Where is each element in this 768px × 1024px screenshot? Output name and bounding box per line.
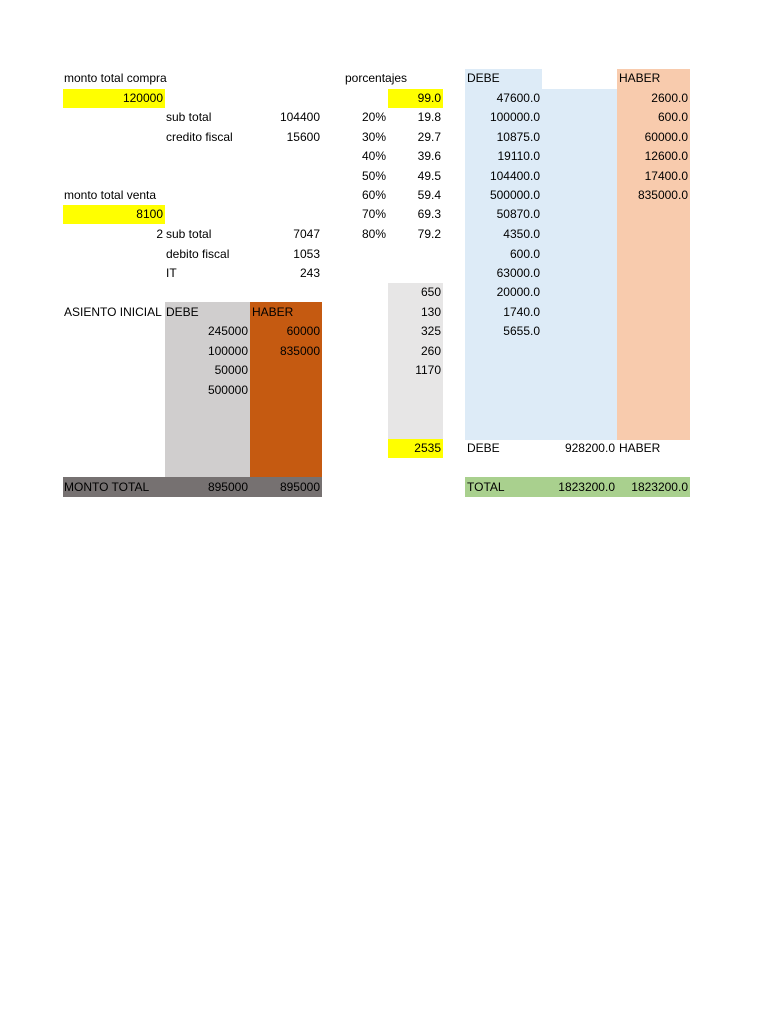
ledger-haber-cell[interactable]: 600.0 (657, 110, 688, 124)
ledger-total-haber[interactable]: 1823200.0 (631, 480, 688, 494)
porcentaje-pct[interactable]: 30% (361, 130, 386, 144)
ledger-total-label: TOTAL (467, 480, 505, 494)
asiento-haber-header: HABER (252, 305, 294, 319)
debito-fiscal-value[interactable]: 1053 (293, 247, 320, 261)
porcentaje-pct[interactable]: 60% (361, 188, 386, 202)
monto-total-venta-label: monto total venta (64, 188, 157, 202)
ledger-debe-cell[interactable]: 47600.0 (496, 91, 540, 105)
venta-factor-value[interactable]: 2 (156, 227, 163, 241)
ledger-debe-cell[interactable]: 1740.0 (503, 305, 540, 319)
porcentaje-value[interactable]: 49.5 (417, 169, 441, 183)
gray-column-total[interactable]: 2535 (388, 439, 443, 458)
monto-total-debe[interactable]: 895000 (207, 480, 248, 494)
ledger-debe-sum-label: DEBE (467, 441, 500, 455)
porcentajes-top-value[interactable]: 99.0 (388, 89, 443, 108)
porcentaje-value[interactable]: 29.7 (417, 130, 441, 144)
ledger-haber-cell[interactable]: 17400.0 (644, 169, 688, 183)
gray-column-cell[interactable]: 130 (420, 305, 441, 319)
porcentaje-value[interactable]: 79.2 (417, 227, 441, 241)
ledger-haber-cell[interactable]: 12600.0 (644, 149, 688, 163)
gray-column-cell[interactable]: 650 (420, 285, 441, 299)
credito-fiscal-value[interactable]: 15600 (286, 130, 320, 144)
monto-total-compra-value[interactable]: 120000 (63, 89, 165, 108)
ledger-haber-sum-label: HABER (619, 441, 661, 455)
it-label: IT (166, 266, 177, 280)
monto-total-label: MONTO TOTAL (64, 480, 150, 494)
ledger-debe-sum-value[interactable]: 928200.0 (564, 441, 615, 455)
ledger-debe-cell[interactable]: 104400.0 (489, 169, 540, 183)
gray-column-cell[interactable]: 1170 (415, 363, 441, 377)
ledger-haber-cell[interactable]: 835000.0 (637, 188, 688, 202)
porcentaje-value[interactable]: 69.3 (417, 207, 441, 221)
asiento-inicial-label: ASIENTO INICIAL (64, 305, 162, 319)
ledger-total-debe[interactable]: 1823200.0 (558, 480, 615, 494)
ledger-debe-cell[interactable]: 20000.0 (496, 285, 540, 299)
porcentaje-pct[interactable]: 40% (361, 149, 386, 163)
monto-total-venta-value[interactable]: 8100 (63, 205, 165, 224)
porcentaje-pct[interactable]: 50% (361, 169, 386, 183)
asiento-debe-header: DEBE (166, 305, 199, 319)
porcentaje-pct[interactable]: 80% (361, 227, 386, 241)
monto-total-compra-label: monto total compra (64, 71, 167, 85)
venta-sub-total-label: sub total (166, 227, 212, 241)
asiento-debe-cell[interactable]: 50000 (214, 363, 248, 377)
ledger-haber-cell[interactable]: 60000.0 (644, 130, 688, 144)
ledger-debe-cell[interactable]: 100000.0 (489, 110, 540, 124)
asiento-haber-cell[interactable]: 60000 (286, 324, 320, 338)
compra-sub-total-label: sub total (166, 110, 212, 124)
monto-total-haber[interactable]: 895000 (279, 480, 320, 494)
ledger-debe-cell[interactable]: 500000.0 (489, 188, 540, 202)
ledger-debe-cell[interactable]: 600.0 (509, 247, 540, 261)
asiento-debe-cell[interactable]: 500000 (207, 383, 248, 397)
asiento-debe-cell[interactable]: 245000 (207, 324, 248, 338)
asiento-haber-cell[interactable]: 835000 (279, 344, 320, 358)
compra-sub-total-value[interactable]: 104400 (279, 110, 320, 124)
ledger-haber-header: HABER (619, 71, 661, 85)
debito-fiscal-label: debito fiscal (166, 247, 230, 261)
gray-column-cell[interactable]: 325 (420, 324, 441, 338)
porcentaje-value[interactable]: 39.6 (417, 149, 441, 163)
ledger-debe-cell[interactable]: 50870.0 (496, 207, 540, 221)
porcentaje-value[interactable]: 19.8 (417, 110, 441, 124)
ledger-debe-cell[interactable]: 4350.0 (503, 227, 540, 241)
ledger-debe-cell[interactable]: 10875.0 (496, 130, 540, 144)
porcentaje-pct[interactable]: 70% (361, 207, 386, 221)
ledger-haber-cell[interactable]: 2600.0 (651, 91, 688, 105)
porcentajes-label: porcentajes (345, 71, 408, 85)
ledger-debe-cell[interactable]: 63000.0 (496, 266, 540, 280)
ledger-debe-header: DEBE (467, 71, 500, 85)
ledger-debe-cell[interactable]: 5655.0 (503, 324, 540, 338)
porcentaje-value[interactable]: 59.4 (417, 188, 441, 202)
it-value[interactable]: 243 (299, 266, 320, 280)
gray-column-cell[interactable]: 260 (420, 344, 441, 358)
porcentaje-pct[interactable]: 20% (361, 110, 386, 124)
venta-sub-total-value[interactable]: 7047 (293, 227, 320, 241)
credito-fiscal-label: credito fiscal (166, 130, 233, 144)
asiento-debe-cell[interactable]: 100000 (207, 344, 248, 358)
ledger-debe-cell[interactable]: 19110.0 (497, 149, 540, 163)
